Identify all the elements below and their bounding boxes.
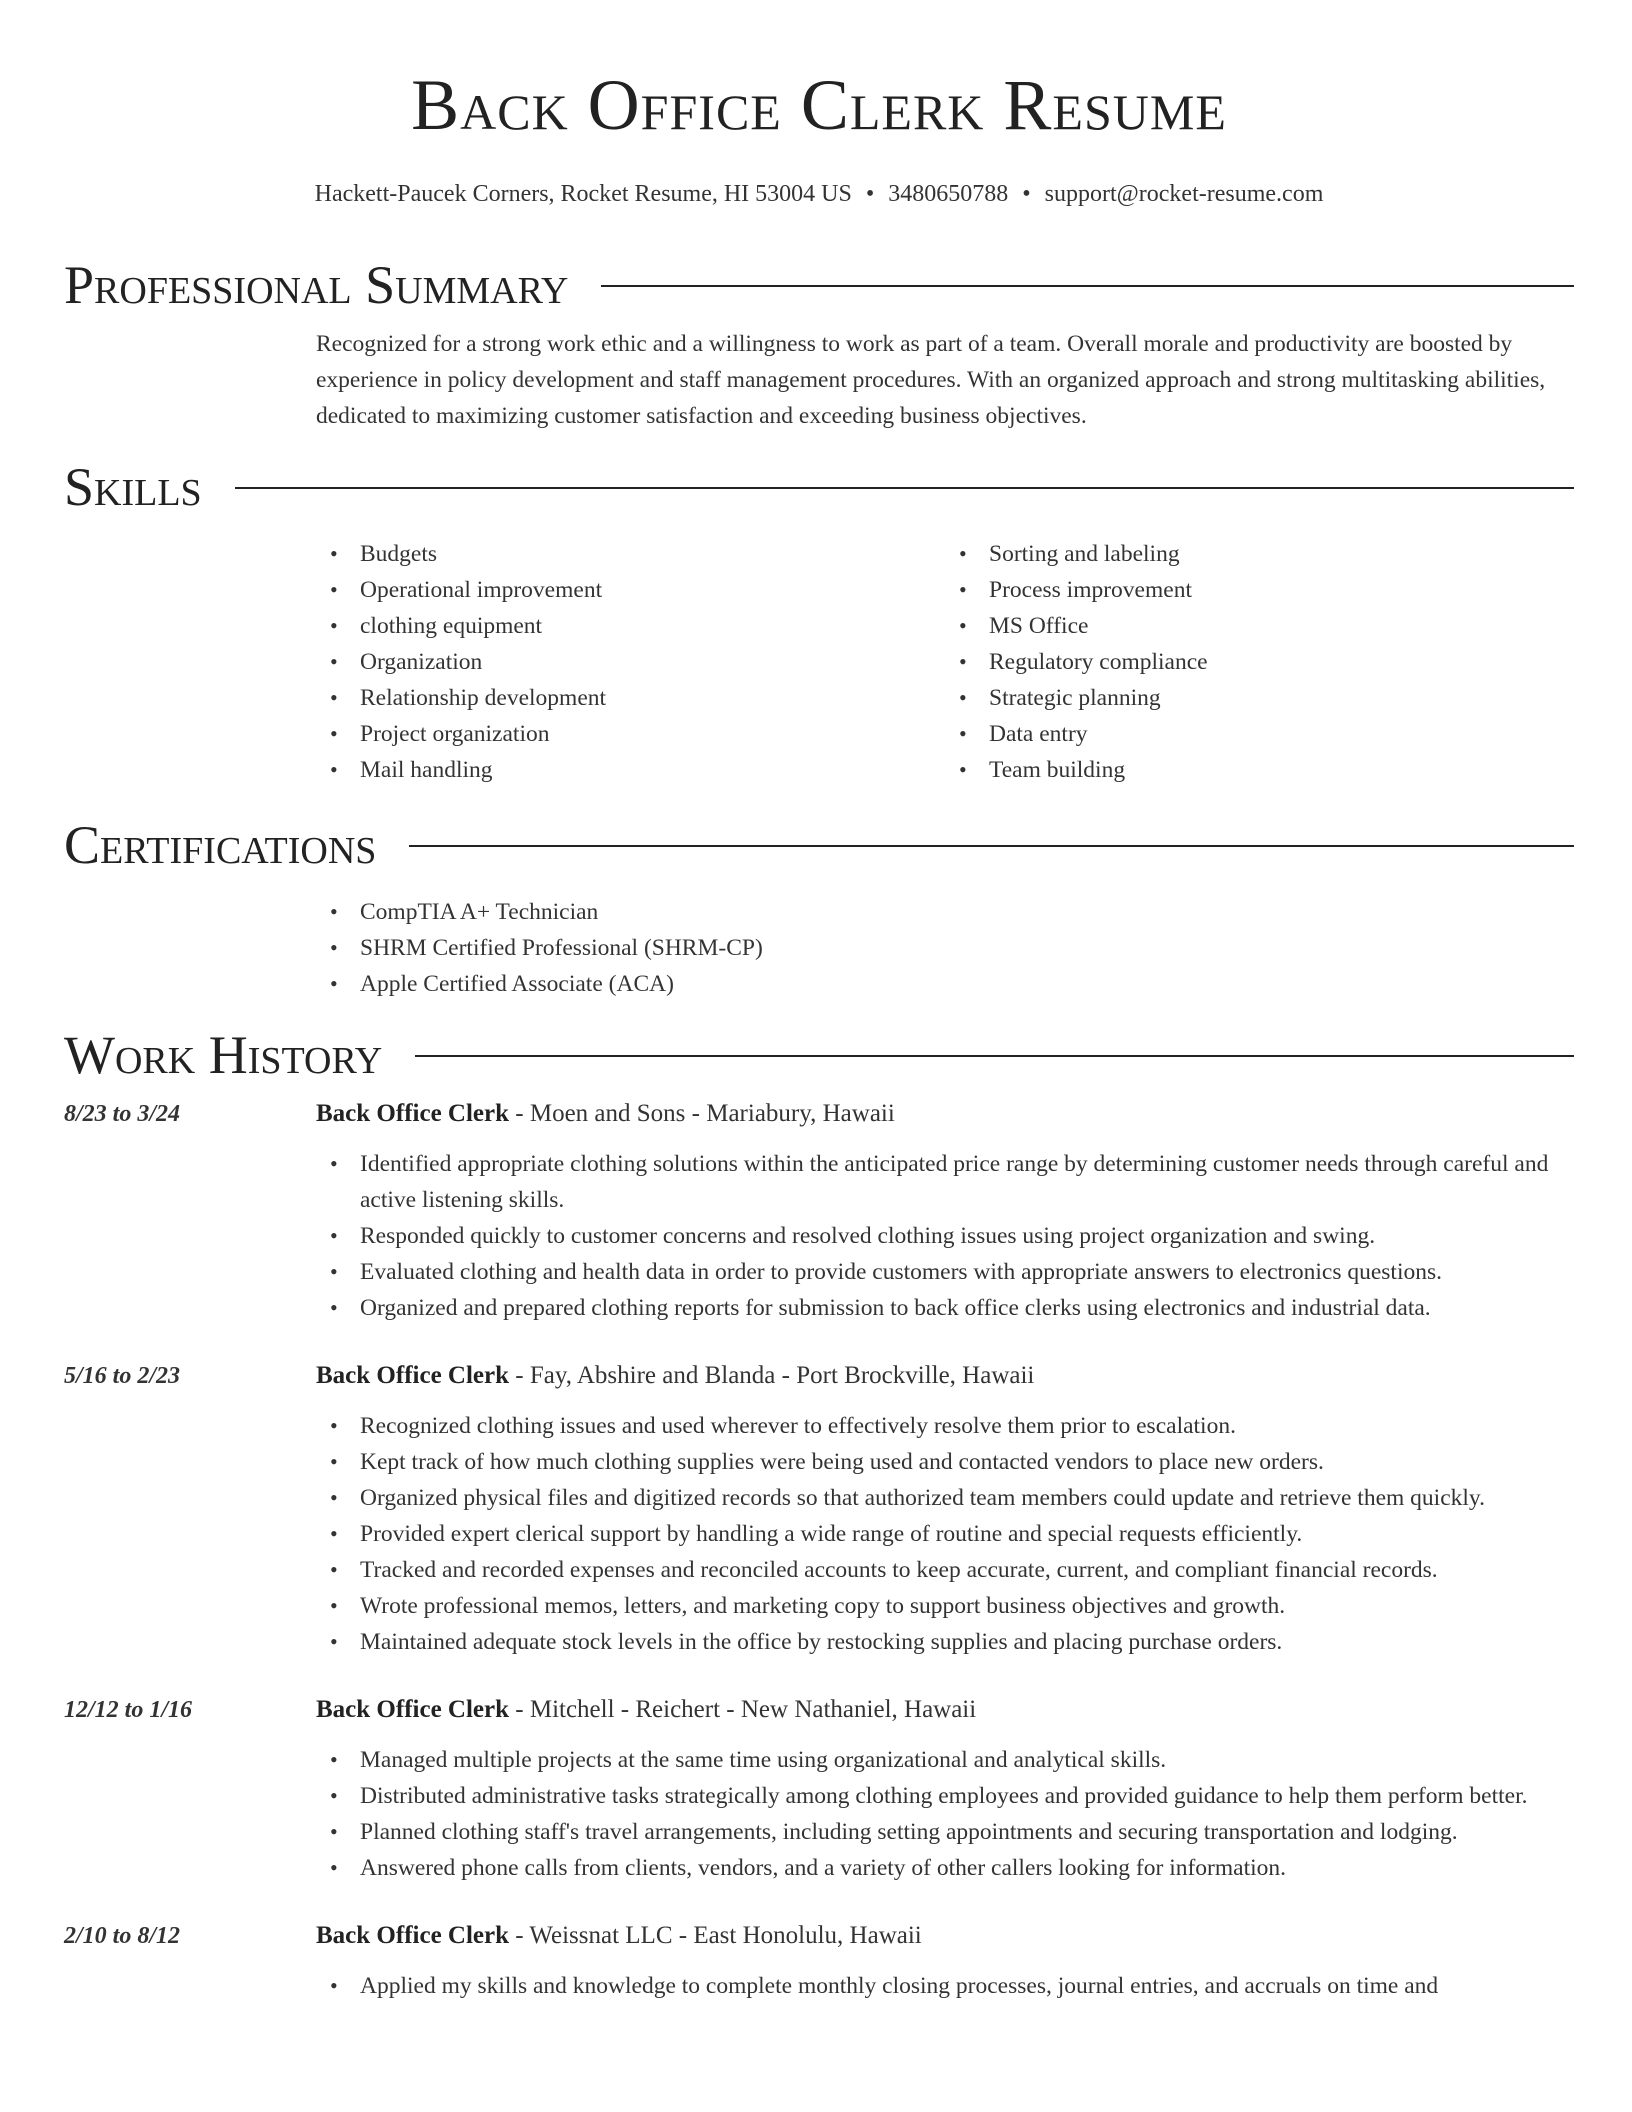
job-entry [64,1358,1574,1660]
job-heading [316,1692,1574,1728]
summary-section-header [64,252,1574,318]
job-bullet: • Applied my skills and knowledge to complete monthly closing processes, journal entries, and accruals on time and [360,1968,1574,2004]
section-divider [601,285,1574,287]
job-bullet: • Provided expert clerical support by handling a wide range of routine and special requests efficiently. [360,1516,1574,1552]
skill-item: • Operational improvement [360,572,945,608]
summary-text: Recognized for a strong work ethic and a willingness to work as part of a team. Overall morale and productivity are boosted by experience in policy development and staff management procedures. With an organized approach and strong multitasking abilities, dedicated to maximizing customer satisfaction and exceeding business objectives. [316,331,1546,429]
job-bullet: • Distributed administrative tasks strategically among clothing employees and provided guidance to help them perform better. [360,1778,1574,1814]
job-company: - Mitchell - Reichert - New Nathaniel, Hawaii [509,1696,977,1723]
job-company: - Moen and Sons - Mariabury, Hawaii [509,1100,895,1127]
skill-item: • Budgets [360,536,945,572]
skill-item: • Process improvement [989,572,1574,608]
skill-item: • Regulatory compliance [989,644,1574,680]
job-heading [316,1918,1574,1954]
contact-line [64,178,1574,210]
skills-column-right [945,536,1574,788]
contact-separator: • [865,181,875,207]
skill-item: • clothing equipment [360,608,945,644]
job-bullet: • Managed multiple projects at the same time using organizational and analytical skills. [360,1742,1574,1778]
contact-address: Hackett-Paucek Corners, Rocket Resume, HI 53004 US [314,181,852,207]
certification-item: • CompTIA A+ Technician [360,894,1574,930]
certification-item: • Apple Certified Associate (ACA) [360,966,1574,1002]
skill-item: • Relationship development [360,680,945,716]
resume-page [64,0,1574,2004]
job-title: Back Office Clerk [316,1696,510,1723]
job-entry [64,1096,1574,1326]
job-dates: 8/23 to 3/24 [64,1101,181,1127]
section-divider [415,1055,1574,1057]
job-company: - Weissnat LLC - East Honolulu, Hawaii [509,1922,922,1949]
contact-email[interactable]: support@rocket-resume.com [1044,181,1324,207]
certifications-list [316,894,1574,1002]
job-heading [316,1096,1574,1132]
contact-separator: • [1022,181,1031,207]
skill-item: • Project organization [360,716,945,752]
job-bullet: • Evaluated clothing and health data in order to provide customers with appropriate answers to electronics questions. [360,1254,1574,1290]
job-bullet: • Organized and prepared clothing reports for submission to back office clerks using electronics and industrial data. [360,1290,1574,1326]
skill-item: • Data entry [989,716,1574,752]
skills-section-header [64,454,1574,520]
job-bullet: • Organized physical files and digitized records so that authorized team members could update and retrieve them quickly. [360,1480,1574,1516]
section-divider [409,845,1574,847]
job-heading [316,1358,1574,1394]
skill-item: • Strategic planning [989,680,1574,716]
job-dates: 12/12 to 1/16 [64,1697,193,1723]
section-divider [235,487,1574,489]
work-history-section-header [64,1022,1574,1088]
skill-item: • Sorting and labeling [989,536,1574,572]
job-title: Back Office Clerk [316,1922,510,1949]
skills-column-left [316,536,945,788]
skill-item: • MS Office [989,608,1574,644]
summary-heading: Professional Summary [64,255,569,315]
contact-phone: 3480650788 [888,181,1009,207]
job-entry [64,1692,1574,1886]
job-bullet: • Wrote professional memos, letters, and marketing copy to support business objectives and growth. [360,1588,1574,1624]
skill-item: • Organization [360,644,945,680]
certifications-heading: Certifications [64,815,377,875]
job-title: Back Office Clerk [316,1100,510,1127]
skills-list [316,536,1574,788]
resume-title: Back Office Clerk Resume [411,65,1227,145]
skill-item: • Team building [989,752,1574,788]
job-bullet: • Planned clothing staff's travel arrangements, including setting appointments and securing transportation and lodging. [360,1814,1574,1850]
skills-heading: Skills [64,457,202,517]
work-history-heading: Work History [64,1025,383,1085]
job-bullet: • Tracked and recorded expenses and reconciled accounts to keep accurate, current, and compliant financial records. [360,1552,1574,1588]
job-bullet: • Identified appropriate clothing solutions within the anticipated price range by determining customer needs through careful and active listening skills. [360,1146,1574,1218]
job-dates: 2/10 to 8/12 [64,1923,181,1949]
job-entry [64,1918,1574,2004]
certification-item: • SHRM Certified Professional (SHRM-CP) [360,930,1574,966]
job-bullet: • Maintained adequate stock levels in the office by restocking supplies and placing purchase orders. [360,1624,1574,1660]
job-bullet: • Responded quickly to customer concerns and resolved clothing issues using project organization and swing. [360,1218,1574,1254]
job-bullet: • Answered phone calls from clients, vendors, and a variety of other callers looking for information. [360,1850,1574,1886]
job-dates: 5/16 to 2/23 [64,1363,181,1389]
job-bullet: • Recognized clothing issues and used wherever to effectively resolve them prior to escalation. [360,1408,1574,1444]
skill-item: • Mail handling [360,752,945,788]
job-company: - Fay, Abshire and Blanda - Port Brockville, Hawaii [509,1362,1035,1389]
job-bullet: • Kept track of how much clothing supplies were being used and contacted vendors to place new orders. [360,1444,1574,1480]
certifications-section-header [64,812,1574,878]
job-title: Back Office Clerk [316,1362,510,1389]
